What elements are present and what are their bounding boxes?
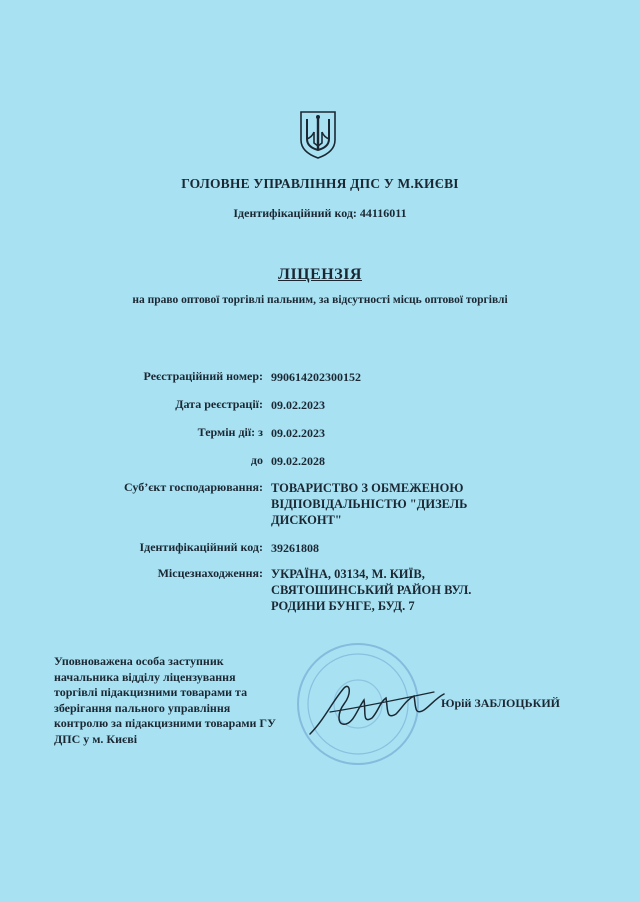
authority-name: ГОЛОВНЕ УПРАВЛІННЯ ДПС У М.КИЄВІ bbox=[181, 176, 459, 191]
signatory-position-line: ДПС у м. Києві bbox=[54, 731, 138, 746]
authority-id-code: Ідентифікаційний код: 44116011 bbox=[233, 206, 407, 220]
reg-date-value: 09.02.2023 bbox=[271, 398, 325, 412]
handwritten-signature-icon bbox=[306, 668, 446, 748]
location-line: РОДИНИ БУНГЕ, БУД. 7 bbox=[271, 599, 415, 613]
document-title: ЛІЦЕНЗІЯ bbox=[278, 266, 362, 283]
location-value bbox=[271, 566, 521, 614]
signatory-position-line: начальника відділу ліцензування bbox=[54, 669, 236, 684]
reg-date-label: Дата реєстрації: bbox=[175, 397, 263, 411]
reg-number-value: 990614202300152 bbox=[271, 370, 361, 384]
trident-coat-of-arms-icon bbox=[298, 110, 338, 160]
term-to-label: до bbox=[250, 453, 263, 467]
entity-line: ДИСКОНТ" bbox=[271, 513, 342, 527]
reg-number-label: Реєстраційний номер: bbox=[143, 369, 263, 383]
location-label: Місцезнаходження: bbox=[157, 566, 263, 580]
location-line: УКРАЇНА, 03134, М. КИЇВ, bbox=[271, 567, 425, 581]
entity-line: ВІДПОВІДАЛЬНІСТЮ "ДИЗЕЛЬ bbox=[271, 497, 468, 511]
entity-value bbox=[271, 480, 521, 528]
term-from-value: 09.02.2023 bbox=[271, 426, 325, 440]
term-from-label: Термін дії: з bbox=[197, 425, 263, 439]
signatory-position bbox=[54, 654, 314, 747]
entity-label: Суб’єкт господарювання: bbox=[124, 480, 263, 494]
term-to-value: 09.02.2028 bbox=[271, 454, 325, 468]
signatory-name: Юрій ЗАБЛОЦЬКИЙ bbox=[441, 696, 560, 710]
signatory-position-line: контролю за підакцизними товарами ГУ bbox=[54, 716, 276, 730]
entity-line: ТОВАРИСТВО З ОБМЕЖЕНОЮ bbox=[271, 481, 464, 495]
entity-code-value: 39261808 bbox=[271, 541, 319, 555]
location-line: СВЯТОШИНСЬКИЙ РАЙОН ВУЛ. bbox=[271, 583, 472, 597]
signatory-position-line: торгівлі підакцизними товарами та bbox=[54, 685, 248, 699]
entity-code-label: Ідентифікаційний код: bbox=[139, 540, 263, 554]
signatory-position-line: Уповноважена особа заступник bbox=[54, 654, 224, 668]
signatory-position-line: зберігання пального управління bbox=[54, 700, 231, 715]
document-subtitle: на право оптової торгівлі пальним, за відсутності місць оптової торгівлі bbox=[132, 294, 508, 306]
